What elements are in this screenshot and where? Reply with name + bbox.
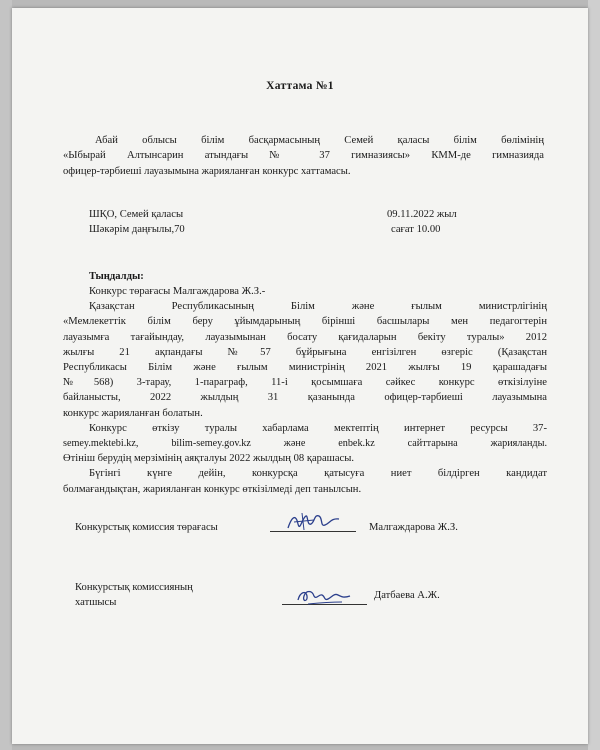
body-line: Өтініш берудің мерзімінің аяқталуы 2022 жылдың 08 қарашасы. bbox=[63, 453, 354, 465]
chair-signature bbox=[284, 510, 344, 534]
body-line: жылғы 21 ақпандағы №57 бұйрығына енгізілген өзгеріс (Қазақстан bbox=[63, 346, 547, 358]
location-region: ШҚО, Семей қаласы bbox=[89, 209, 184, 220]
document-page bbox=[12, 8, 588, 744]
intro-paragraph bbox=[63, 133, 544, 179]
secretary-label bbox=[75, 580, 193, 610]
secretary-label-line-2: хатшысы bbox=[75, 597, 117, 608]
chair-label: Конкурстық комиссия төрағасы bbox=[75, 522, 218, 533]
scan-left-margin bbox=[0, 0, 12, 750]
body-line: конкурс жарияланған болатын. bbox=[63, 407, 203, 419]
secretary-name: Датбаева А.Ж. bbox=[374, 590, 440, 601]
body-line: лауазымға тағайындау, лауазымынан босату қағидаларын бекіту туралы» 2012 bbox=[63, 331, 547, 343]
body-line: «Мемлекеттік білім беру ұйымдарының бірінші басшылары мен педагогтерін bbox=[63, 316, 547, 328]
body-line: №568) 3-тарау, 1-параграф, 11-і қосымшаға сәйкес конкурс өткізілуіне bbox=[63, 377, 547, 389]
body-line: Бүгінгі күнге дейін, конкурсқа қатысуға ниет білдірген кандидат bbox=[89, 468, 547, 480]
scan-right-margin bbox=[588, 0, 600, 750]
datetime-block bbox=[387, 207, 457, 237]
secretary-label-line-1: Конкурстық комиссияның bbox=[75, 582, 193, 593]
body-line: Республикасы Білім және ғылым министрінің 2021 жылғы 19 қарашадағы bbox=[63, 362, 547, 374]
body-line: байланысты, 2022 жылдың 31 қазанында офицер-тәрбиеші лауазымына bbox=[63, 392, 547, 404]
body-line: semey.mektebi.kz, bilim-semey.gov.kz және enbek.kz сайттарына жарияланды. bbox=[63, 438, 547, 450]
intro-line-1: Абай облысы білім басқармасының Семей қаласы білім бөлімінің bbox=[95, 135, 544, 146]
meeting-date: 09.11.2022 жыл bbox=[387, 209, 457, 220]
intro-line-3: офицер-тәрбиеші лауазымына жарияланған конкурс хаттамасы. bbox=[63, 165, 351, 177]
body-paragraph bbox=[63, 284, 547, 497]
location-street: Шәкәрім даңғылы,70 bbox=[89, 224, 185, 235]
body-line: Конкурс өткізу туралы хабарлама мектептің интернет ресурсы 37- bbox=[89, 422, 547, 434]
document-title: Хаттама №1 bbox=[266, 80, 334, 92]
body-line: Конкурс төрағасы Малгаждарова Ж.З.- bbox=[89, 286, 266, 297]
heard-heading: Тыңдалды: bbox=[89, 271, 144, 282]
meeting-time: сағат 10.00 bbox=[391, 224, 441, 235]
intro-line-2: «Ыбырай Алтынсарин атындағы № 37 гимназиясы» КММ-де гимназияда bbox=[63, 150, 544, 162]
body-line: Қазақстан Республикасының Білім және ғылым министрлігінің bbox=[89, 301, 547, 313]
body-line: болмағандықтан, жарияланған конкурс өткізілмеді деп танылсын. bbox=[63, 483, 362, 495]
secretary-signature bbox=[294, 584, 354, 608]
location-block bbox=[89, 207, 185, 237]
chair-name: Малгаждарова Ж.З. bbox=[369, 522, 458, 533]
